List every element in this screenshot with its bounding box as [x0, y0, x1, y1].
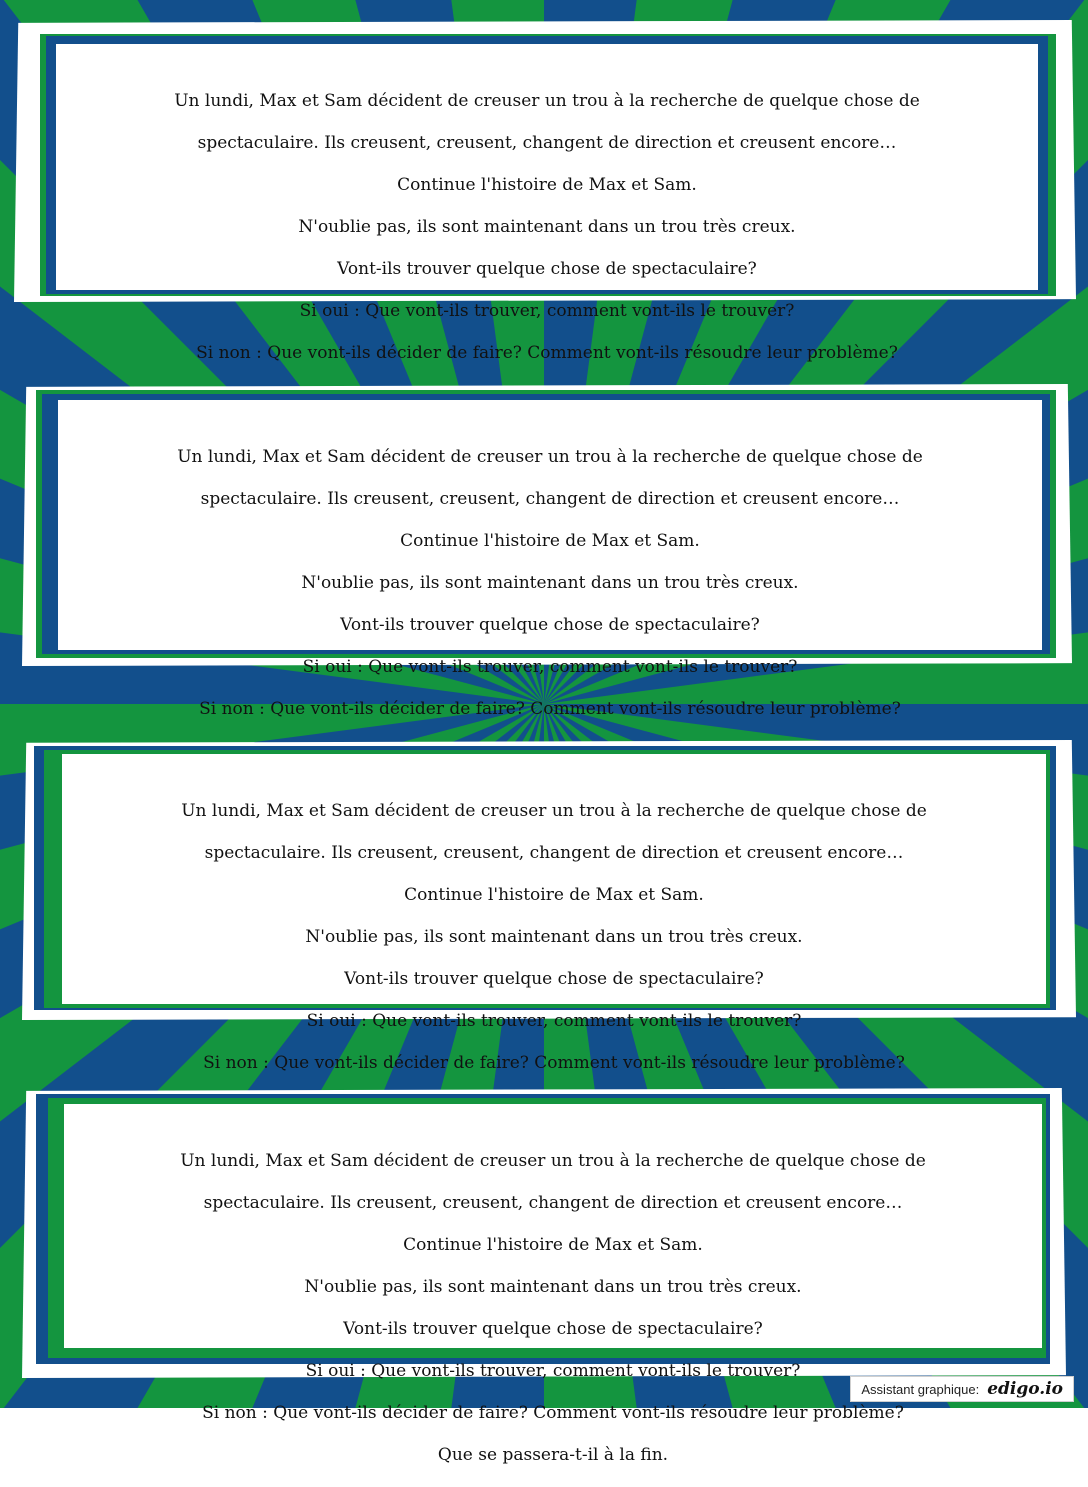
- brand-logo[interactable]: edigo.io: [987, 1379, 1063, 1399]
- text-line: Continue l'histoire de Max et Sam.: [400, 531, 700, 551]
- text-line: N'oublie pas, ils sont maintenant dans un trou très creux.: [305, 927, 803, 947]
- text-line: Continue l'histoire de Max et Sam.: [404, 885, 704, 905]
- text-line: Si non : Que vont-ils décider de faire? Comment vont-ils résoudre leur problème?: [196, 343, 898, 363]
- story-card-2: [22, 384, 1072, 719]
- text-line: N'oublie pas, ils sont maintenant dans un trou très creux.: [301, 573, 799, 593]
- story-prompt-text: [180, 1130, 926, 1487]
- text-line: spectaculaire. Ils creusent, creusent, changent de direction et creusent encore…: [204, 843, 904, 863]
- text-line: spectaculaire. Ils creusent, creusent, changent de direction et creusent encore…: [203, 1193, 903, 1213]
- text-line: Vont-ils trouver quelque chose de spectaculaire?: [340, 615, 760, 635]
- story-prompt-text: [177, 426, 923, 783]
- text-line: Si oui : Que vont-ils trouver, comment vont-ils le trouver?: [299, 301, 795, 321]
- text-line: spectaculaire. Ils creusent, creusent, changent de direction et creusent encore…: [197, 133, 897, 153]
- story-prompt-text: [174, 70, 920, 427]
- text-line: spectaculaire. Ils creusent, creusent, changent de direction et creusent encore…: [200, 489, 900, 509]
- text-line: Si oui : Que vont-ils trouver, comment vont-ils le trouver?: [305, 1361, 801, 1381]
- text-line: Si non : Que vont-ils décider de faire? Comment vont-ils résoudre leur problème?: [199, 699, 901, 719]
- text-line: Un lundi, Max et Sam décident de creuser un trou à la recherche de quelque chose de: [180, 1151, 926, 1171]
- text-line: Vont-ils trouver quelque chose de spectaculaire?: [337, 259, 757, 279]
- story-card-3: [22, 740, 1076, 1073]
- text-line: Si oui : Que vont-ils trouver, comment vont-ils le trouver?: [306, 1011, 802, 1031]
- text-line: Un lundi, Max et Sam décident de creuser un trou à la recherche de quelque chose de: [177, 447, 923, 467]
- text-line: Si non : Que vont-ils décider de faire? Comment vont-ils résoudre leur problème?: [202, 1403, 904, 1423]
- text-line: Continue l'histoire de Max et Sam.: [397, 175, 697, 195]
- attribution-label: Assistant graphique:: [861, 1381, 980, 1397]
- text-line: Vont-ils trouver quelque chose de spectaculaire?: [343, 1319, 763, 1339]
- text-line: N'oublie pas, ils sont maintenant dans un trou très creux.: [304, 1277, 802, 1297]
- attribution-footer: [850, 1376, 1074, 1402]
- text-line: Un lundi, Max et Sam décident de creuser un trou à la recherche de quelque chose de: [174, 91, 920, 111]
- text-line: Vont-ils trouver quelque chose de spectaculaire?: [344, 969, 764, 989]
- text-line: Si non : Que vont-ils décider de faire? Comment vont-ils résoudre leur problème?: [203, 1053, 905, 1073]
- text-line: Un lundi, Max et Sam décident de creuser un trou à la recherche de quelque chose de: [181, 801, 927, 821]
- text-line: N'oublie pas, ils sont maintenant dans un trou très creux.: [298, 217, 796, 237]
- text-line: Continue l'histoire de Max et Sam.: [403, 1235, 703, 1255]
- text-line: Si oui : Que vont-ils trouver, comment vont-ils le trouver?: [302, 657, 798, 677]
- story-prompt-text: [181, 780, 927, 1137]
- story-card-1: [14, 20, 1076, 363]
- text-line: Que se passera-t-il à la fin.: [437, 1445, 669, 1465]
